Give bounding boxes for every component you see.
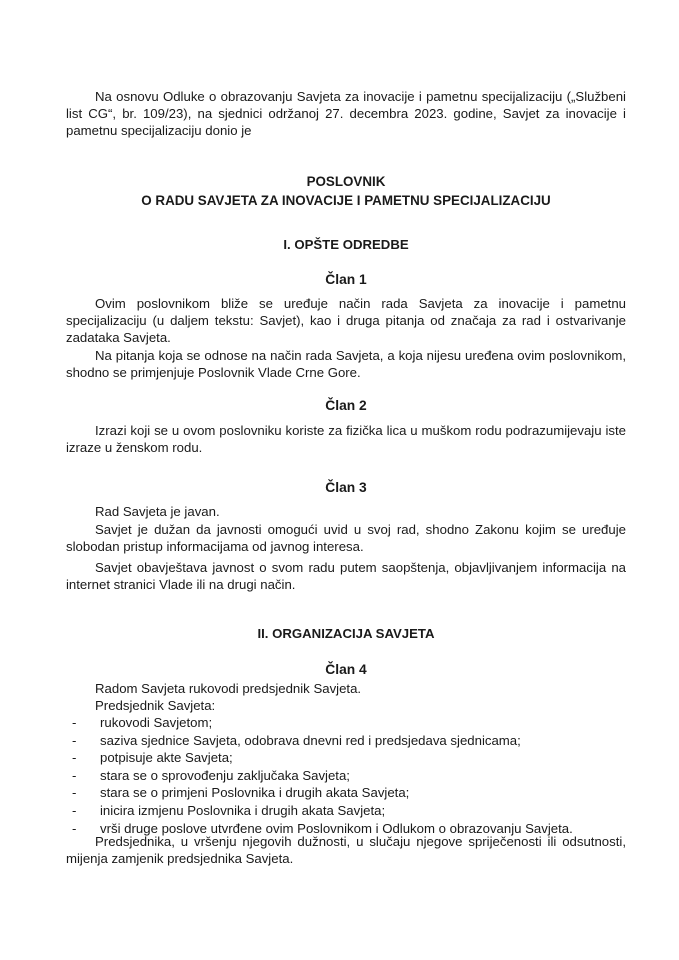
list-item: [66, 802, 626, 820]
document-title-line-2: O RADU SAVJETA ZA INOVACIJE I PAMETNU SPECIJALIZACIJU: [141, 193, 551, 208]
article-4-paragraph-2: Predsjednik Savjeta:: [95, 698, 216, 713]
article-2-paragraph-1: Izrazi koji se u ovom poslovniku koriste za fizička lica u muškom rodu podrazumijevaju iste izraze u ženskom rodu.: [66, 423, 626, 455]
article-3-paragraph-2: Savjet je dužan da javnosti omogući uvid u svoj rad, shodno Zakonu kojim se uređuje slobodan pristup informacijama od javnog interesa.: [66, 522, 626, 554]
document-title: [66, 172, 626, 210]
list-item-text: stara se o primjeni Poslovnika i drugih akata Savjeta;: [100, 785, 410, 801]
list-bullet: -: [72, 732, 77, 748]
article-3-paragraph-3: Savjet obavještava javnost o svom radu putem saopštenja, objavljivanjem informacija na internet stranici Vlade ili na drugi način.: [66, 560, 626, 592]
list-item-text: vrši druge poslove utvrđene ovim Poslovnikom i Odlukom o obrazovanju Savjeta.: [100, 820, 573, 836]
list-item-text: stara se o sprovođenju zaključaka Savjeta;: [100, 767, 350, 783]
article-heading-4: Član 4: [325, 662, 367, 677]
article-heading-1: Član 1: [325, 272, 367, 287]
list-bullet: -: [72, 820, 77, 836]
document-title-line-1: POSLOVNIK: [306, 174, 386, 189]
list-bullet: -: [72, 750, 77, 766]
article-3-paragraph-1: Rad Savjeta je javan.: [95, 504, 220, 519]
list-bullet: -: [72, 802, 77, 818]
article-1-paragraph-2: Na pitanja koja se odnose na način rada Savjeta, a koja nijesu uređena ovim poslovnikom, shodno se primjenjuje Poslovnik Vlade Crne Gore.: [66, 348, 626, 380]
list-item-text: potpisuje akte Savjeta;: [100, 750, 233, 766]
list-bullet: -: [72, 767, 77, 783]
article-heading-3: Član 3: [325, 480, 367, 495]
section-heading-organization: II. ORGANIZACIJA SAVJETA: [257, 626, 435, 641]
list-item: [66, 767, 626, 785]
article-4-paragraph-1: Radom Savjeta rukovodi predsjednik Savjeta.: [95, 681, 362, 696]
intro-paragraph: Na osnovu Odluke o obrazovanju Savjeta za inovacije i pametnu specijalizaciju („Službeni list CG“, br. 109/23), na sjednici održanoj 27. decembra 2023. godine, Savjet za inovacije i pametnu specijalizaciju donio je: [66, 89, 626, 138]
list-item: [66, 784, 626, 802]
list-bullet: -: [72, 715, 77, 730]
list-item-text: saziva sjednice Savjeta, odobrava dnevni red i predsjedava sjednicama;: [100, 732, 521, 748]
article-heading-2: Član 2: [325, 398, 367, 413]
list-bullet: -: [72, 785, 77, 801]
president-duties-list: [66, 714, 626, 837]
article-4-paragraph-3: Predsjednika, u vršenju njegovih dužnosti, u slučaju njegove spriječenosti ili odsutnosti, mijenja zamjenik predsjednika Savjeta.: [66, 834, 626, 866]
list-item: [66, 714, 626, 732]
article-1-paragraph-1: Ovim poslovnikom bliže se uređuje način rada Savjeta za inovacije i pametnu specijalizaciju (u daljem tekstu: Savjet), kao i druga pitanja od značaja za rad i ostvarivanje zadataka Savjeta.: [66, 296, 626, 345]
list-item-text: rukovodi Savjetom;: [100, 715, 213, 730]
section-heading-general: I. OPŠTE ODREDBE: [283, 237, 409, 252]
list-item: [66, 749, 626, 767]
list-item: [66, 732, 626, 750]
list-item-text: inicira izmjenu Poslovnika i drugih akata Savjeta;: [100, 802, 386, 818]
